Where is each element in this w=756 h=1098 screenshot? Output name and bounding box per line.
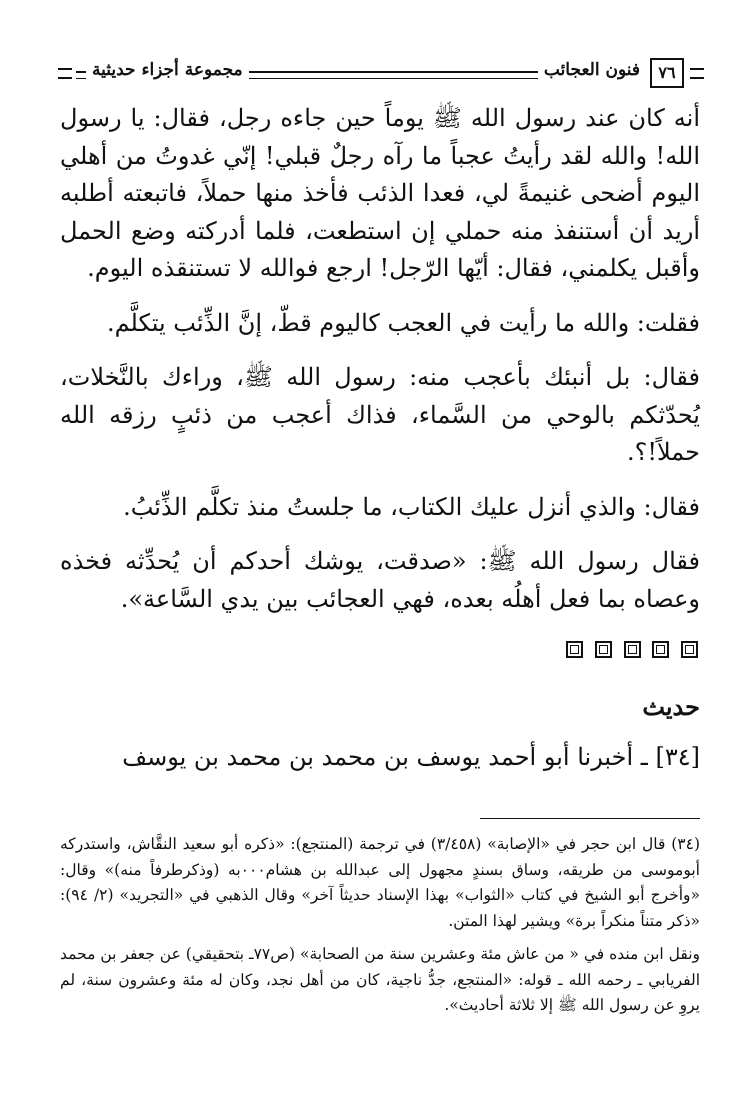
section-heading: حديث	[642, 691, 700, 721]
footnotes	[60, 832, 700, 1027]
section-divider-ornament	[60, 632, 700, 670]
footnote-rule	[480, 818, 700, 819]
ornament-square	[566, 641, 583, 658]
section-title-header: فنون العجائب	[538, 60, 646, 80]
running-header	[58, 58, 704, 88]
ornament-square	[652, 641, 669, 658]
page-number: ٧٦	[650, 58, 684, 88]
ornament-square	[624, 641, 641, 658]
hadith-isnad-line: [٣٤] ـ أخبرنا أبو أحمد يوسف بن محمد بن محمد بن يوسف	[122, 743, 700, 771]
footnote: (٣٤) قال ابن حجر في «الإصابة» (٣/٤٥٨) في ترجمة (المنتجع): «ذكره أبو سعيد النقَّاش، واستدركه أبوموسى من طريقه، وساق بسندٍ مجهول إلى عبدالله بن هشام٠٠٠به (وذكرطرفاً منه)» وقال: «وأخرج أبو الشيخ في كتاب «الثواب» بهذا الإسناد حديثاً آخر» وقال الذهبي في «التجريد» (٢/ ٩٤): «ذكر متناً منكراً برة» ويشير لهذا المتن.	[60, 835, 701, 930]
footnote: ونقل ابن منده في « من عاش مئة وعشرين سنة من الصحابة» (ص٧٧ـ بتحقيقي) عن جعفر بن محمد الفريابي ـ رحمه الله ـ قوله: «المنتجع، جدُّ ناجية، كان من أهل نجد، وكان له مئة وعشرون سنة، لم يروِ عن رسول الله ﷺ إلا ثلاثة أحاديث».	[60, 945, 701, 1014]
paragraph: فقال رسول الله ﷺ: «صدقت، يوشك أحدكم أن يُحدِّثه فخذه وعصاه بما فعل أهلُه بعده، فهي العجائب بين يدي السَّاعة».	[60, 547, 700, 613]
main-text	[60, 100, 700, 777]
ornament-square	[595, 641, 612, 658]
paragraph: أنه كان عند رسول الله ﷺ يوماً حين جاءه رجل، فقال: يا رسول الله! والله لقد رأيتُ عجباً ما رآه رجلٌ قبلي! إنّي غدوتُ من أهلي اليوم أضحى غنيمةً لي، فعدا الذئب فأخذ منها حملاً، فاتبعته أطلبه أريد أن أستنفذ منه حملي إن استطعت، فلما أدركته وضع الحمل وأقبل يكلمني، فقال: أيّها الرّجل! ارجع فوالله لا تستنقذه اليوم.	[60, 104, 701, 282]
book-title: مجموعة أجزاء حديثية	[86, 60, 249, 80]
ornament-square	[681, 641, 698, 658]
paragraph: فقال: بل أنبئك بأعجب منه: رسول الله ﷺ، وراءك بالنَّخلات، يُحدّثكم بالوحي من السَّماء، فذاك أعجب من ذئبٍ رزقه الله حملاً!؟.	[60, 363, 700, 466]
header-dash-right	[690, 68, 704, 79]
paragraph: فقال: والذي أنزل عليك الكتاب، ما جلستُ منذ تكلَّم الذِّئبُ.	[123, 492, 700, 521]
header-dash-left	[58, 68, 72, 79]
paragraph: فقلت: والله ما رأيت في العجب كاليوم قطّ، إنَّ الذِّئب يتكلَّم.	[106, 308, 700, 337]
